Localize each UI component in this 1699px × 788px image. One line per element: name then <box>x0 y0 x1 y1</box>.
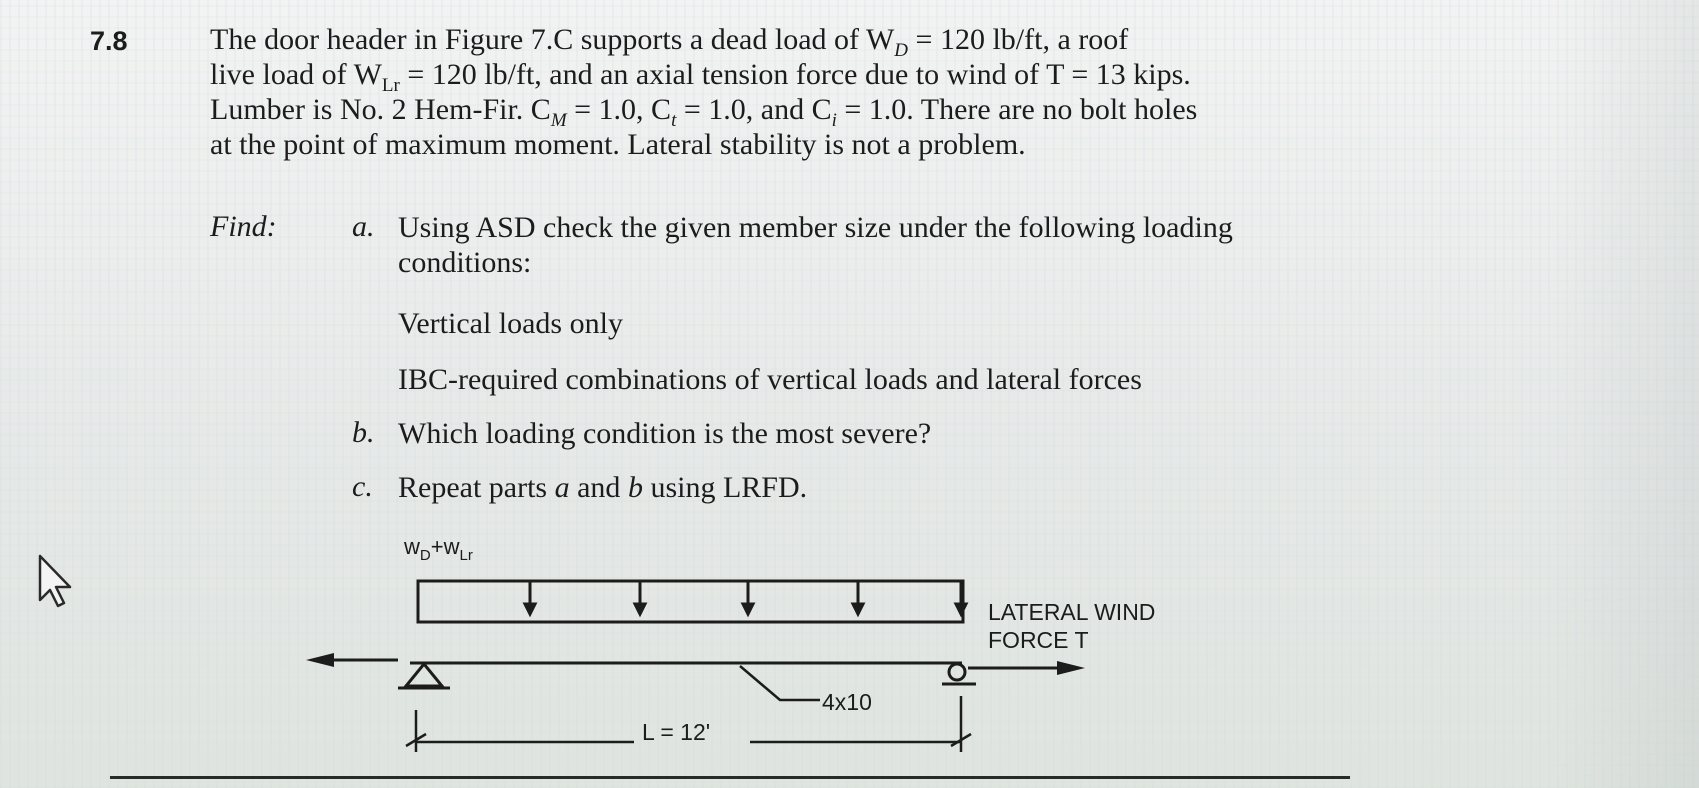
problem-number: 7.8 <box>90 26 128 56</box>
statement-line-4: at the point of maximum moment. Lateral stability is not a problem. <box>210 128 1026 161</box>
pin-support <box>398 664 450 688</box>
right-tension-arrow <box>968 661 1085 675</box>
condition-combinations: IBC-required combinations of vertical loads and lateral forces <box>398 363 1142 396</box>
part-c-marker: c. <box>352 470 373 503</box>
part-b-text: Which loading condition is the most severe? <box>398 417 932 450</box>
span-length-label: L = 12' <box>642 719 711 745</box>
part-b-marker: b. <box>352 416 375 449</box>
statement-line-2: live load of $W_{Lr} = 120$ lb/ft, and an axial tension force due to wind of T = 13 kips. <box>210 58 1191 96</box>
find-label: Find: <box>210 210 277 243</box>
load-arrows <box>525 582 966 614</box>
page-bottom-rule <box>110 776 1350 779</box>
member-size-label: 4x10 <box>822 689 872 715</box>
statement-line-3: Lumber is No. 2 Hem-Fir. $C_M = 1.0$, $C_t = 1.0$, and $C_i = 1.0$. There are no bolt holes <box>210 93 1198 131</box>
part-c-text: Repeat parts a and b using LRFD. <box>398 471 808 504</box>
member-leader-line <box>740 666 820 700</box>
part-a-text: Using ASD check the given member size under the following loading conditions: <box>398 211 1233 279</box>
statement-line-1: The door header in Figure 7.C supports a dead load of $W_D = 120$ lb/ft, a roof <box>210 23 1129 61</box>
wind-force-label-line1: LATERAL WIND <box>988 599 1156 625</box>
left-tension-arrow <box>306 653 398 667</box>
distributed-load-block <box>418 581 963 622</box>
mouse-pointer-icon <box>34 552 78 610</box>
load-label: $w_D+w_{Lr}$ <box>404 534 473 564</box>
part-a-marker: a. <box>352 210 375 243</box>
condition-vertical-loads: Vertical loads only <box>398 307 623 340</box>
wind-force-label-line2: FORCE T <box>988 627 1089 653</box>
